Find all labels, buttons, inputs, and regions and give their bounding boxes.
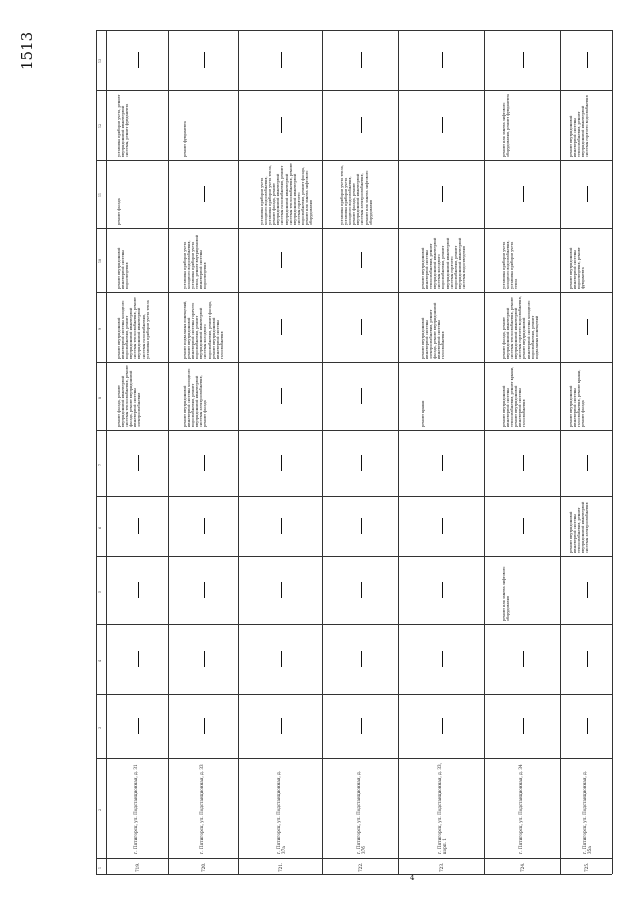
empty-cell-dash <box>204 651 205 667</box>
empty-cell-text <box>280 252 281 253</box>
empty-cell-dash <box>361 651 362 667</box>
row-address: г. Пятигорск, ул. Подстанционная, д. 33, корп. 1 <box>437 762 447 854</box>
cell-work-text: ремонт внутридомовой инженерной системы холодного водоснабжения, ремонт внутридомовой инженерной системы теплоснабжения, ремонт внутридомовой инженерной системы газоснабжения, установка приборов учета тепла <box>117 297 150 359</box>
empty-cell-text <box>360 319 361 320</box>
column-number-11: 11 <box>98 192 102 197</box>
table-vertical-rule <box>398 30 399 874</box>
empty-cell-text <box>586 651 587 652</box>
empty-cell-dash <box>523 518 524 534</box>
row-address: г. Пятигорск, ул. Подстанционная, д. 37а <box>276 770 286 854</box>
table-horizontal-rule <box>96 758 612 759</box>
table-vertical-rule <box>484 30 485 874</box>
table-vertical-rule <box>96 30 97 874</box>
empty-cell-text <box>441 651 442 652</box>
table-horizontal-rule <box>96 694 612 695</box>
table-horizontal-rule <box>96 160 612 161</box>
table-horizontal-rule <box>96 874 612 875</box>
empty-cell-text <box>441 518 442 519</box>
column-number-3: 3 <box>98 726 102 729</box>
column-number-2: 2 <box>98 808 102 811</box>
empty-cell-text <box>137 582 138 583</box>
empty-cell-dash <box>587 582 588 598</box>
empty-cell-dash <box>587 319 588 335</box>
empty-cell-dash <box>442 518 443 534</box>
table-vertical-rule <box>168 30 169 874</box>
row-number: 725. <box>584 862 589 872</box>
empty-cell-text <box>280 117 281 118</box>
empty-cell-text <box>203 186 204 187</box>
cell-work-text: установка приборов учета холодного водоснабжения, установка приборов учета тепла, ремонт внутридомовой инженерной системы водоотведения <box>183 234 208 289</box>
column-number-1: 1 <box>98 866 102 869</box>
empty-cell-text <box>360 651 361 652</box>
empty-cell-dash <box>281 718 282 734</box>
bottom-mark: 4 <box>410 874 415 882</box>
empty-cell-text <box>522 718 523 719</box>
empty-cell-dash <box>587 651 588 667</box>
empty-cell-text <box>137 455 138 456</box>
empty-cell-text <box>441 117 442 118</box>
cell-work-text: ремонт внутридомовой инженерной системы водоотведения, ремонт фундамента <box>569 247 586 289</box>
empty-cell-text <box>280 455 281 456</box>
column-number-6: 6 <box>98 526 102 529</box>
column-number-7: 7 <box>98 463 102 466</box>
empty-cell-dash <box>138 718 139 734</box>
cell-work-text: установка приборов учета тепла, установка приборов учета холодного водоснабжения, ремонт фасада, ремонт внутридомовой инженерной системы электроснабжения, ремонт или замена лифтового оборудования <box>340 165 373 225</box>
empty-cell-text <box>360 252 361 253</box>
empty-cell-dash <box>281 117 282 133</box>
cell-work-text: ремонт внутридомовой инженерной системы газоснабжения, ремонт крыши, ремонт фасада <box>569 369 586 427</box>
column-number-9: 9 <box>98 327 102 330</box>
empty-cell-dash <box>523 186 524 202</box>
table-horizontal-rule <box>96 430 612 431</box>
page-number-text: 1513 <box>18 31 36 70</box>
empty-cell-dash <box>281 252 282 268</box>
empty-cell-dash <box>442 186 443 202</box>
empty-cell-text <box>586 718 587 719</box>
cell-work-text: ремонт внутридомовой инженерной системы электроснабжения, ремонт фасада, ремонт внутридомовой инженерной системы газоснабжения <box>421 302 446 359</box>
empty-cell-dash <box>204 455 205 471</box>
empty-cell-dash <box>523 455 524 471</box>
column-number-10: 10 <box>98 258 102 263</box>
empty-cell-text <box>441 582 442 583</box>
column-number-13: 13 <box>98 58 102 63</box>
empty-cell-text <box>280 52 281 53</box>
empty-cell-dash <box>281 52 282 68</box>
cell-work-text: ремонт фасада, ремонт внутридомовой инженерной системы теплоснабжения, ремонт внутридомовой инженерной системы горячего водоснабжения, ремонт внутридомовой инженерной системы холодного водоснабжения, ремонт подвальных помещений <box>502 296 539 359</box>
empty-cell-dash <box>138 651 139 667</box>
row-number: 721. <box>278 862 283 872</box>
empty-cell-dash <box>204 582 205 598</box>
empty-cell-text <box>203 518 204 519</box>
empty-cell-dash <box>361 319 362 335</box>
cell-work-text: ремонт фундамента <box>183 121 187 157</box>
empty-cell-text <box>137 52 138 53</box>
empty-cell-text <box>280 651 281 652</box>
empty-cell-text <box>360 117 361 118</box>
cell-work-text: установка приборов учета холодного водоснабжения, установка приборов учета тепла, ремонт фасада, ремонт внутридомовой инженерной системы газоснабжения, ремонт внутридомовой инженерной системы теплоснабжения, ремонт внутридомовой инженерной системы горячего водоснабжения, ремонт фасада, ремонт или замена лифтового оборудования <box>260 163 314 225</box>
empty-cell-dash <box>281 651 282 667</box>
table-horizontal-rule <box>96 30 612 31</box>
empty-cell-dash <box>281 518 282 534</box>
empty-cell-text <box>522 186 523 187</box>
empty-cell-dash <box>523 651 524 667</box>
empty-cell-dash <box>523 718 524 734</box>
empty-cell-dash <box>138 518 139 534</box>
empty-cell-dash <box>442 52 443 68</box>
empty-cell-dash <box>138 582 139 598</box>
row-number: 724. <box>520 862 525 872</box>
empty-cell-text <box>441 718 442 719</box>
empty-cell-dash <box>204 718 205 734</box>
empty-cell-text <box>522 651 523 652</box>
cell-work-text: ремонт внутридомовой инженерной системы холодного водоснабжения, ремонт внутридомовой инженерной системы электроснабжения, ремонт фасада <box>183 368 208 427</box>
empty-cell-text <box>360 52 361 53</box>
table-horizontal-rule <box>96 556 612 557</box>
cell-work-text: ремонт крыши <box>421 400 425 427</box>
empty-cell-dash <box>204 186 205 202</box>
empty-cell-dash <box>442 582 443 598</box>
empty-cell-text <box>441 186 442 187</box>
cell-work-text: ремонт подвальных помещений, ремонт внутридомовой инженерной системы горячего водоснабжения, ремонт внутридомовой инженерной системы холодного водоснабжения, ремонт фасада, ремонт внутридомовой инженерной системы газоснабжения <box>183 300 224 359</box>
cell-work-text: ремонт внутридомовой инженерной системы теплоснабжения, ремонт внутридомовой инженерной системы холодного водоснабжения, ремонт внутридомовой инженерной системы горячего водоснабжения, ремонт внутридомовой инженерной системы водоотведения <box>421 237 466 289</box>
empty-cell-text <box>360 518 361 519</box>
empty-cell-text <box>586 186 587 187</box>
empty-cell-dash <box>587 455 588 471</box>
row-number: 720. <box>201 862 206 872</box>
empty-cell-text <box>522 518 523 519</box>
empty-cell-dash <box>442 455 443 471</box>
empty-cell-text <box>360 388 361 389</box>
empty-cell-dash <box>361 117 362 133</box>
empty-cell-dash <box>587 52 588 68</box>
cell-work-text: ремонт или замена лифтового оборудования <box>502 566 511 621</box>
empty-cell-text <box>360 455 361 456</box>
empty-cell-text <box>203 651 204 652</box>
empty-cell-text <box>137 651 138 652</box>
empty-cell-dash <box>204 52 205 68</box>
empty-cell-dash <box>442 718 443 734</box>
cell-work-text: установка приборов учета, ремонт внутридомовой инженерной системы, ремонт фундамента <box>117 94 130 157</box>
empty-cell-text <box>203 718 204 719</box>
row-address: г. Пятигорск, ул. Подстанционная, д. 35а <box>582 770 592 854</box>
empty-cell-text <box>137 518 138 519</box>
table-vertical-rule <box>106 30 107 874</box>
empty-cell-dash <box>442 117 443 133</box>
table-vertical-rule <box>322 30 323 874</box>
empty-cell-dash <box>361 52 362 68</box>
column-number-4: 4 <box>98 659 102 662</box>
column-number-8: 8 <box>98 396 102 399</box>
empty-cell-text <box>280 582 281 583</box>
empty-cell-dash <box>281 582 282 598</box>
cell-work-text: ремонт фасада <box>117 198 121 225</box>
empty-cell-dash <box>281 455 282 471</box>
table-horizontal-rule <box>96 858 612 859</box>
empty-cell-text <box>203 582 204 583</box>
empty-cell-dash <box>204 518 205 534</box>
empty-cell-dash <box>587 186 588 202</box>
empty-cell-text <box>586 52 587 53</box>
row-address: г. Пятигорск, ул. Подстанционная, д. 33 <box>199 764 204 854</box>
empty-cell-text <box>360 718 361 719</box>
cell-work-text: ремонт внутридомовой инженерной системы теплоснабжения, ремонт крыши, ремонт внутридомовой инженерной системы газоснабжения <box>502 366 527 427</box>
empty-cell-text <box>522 455 523 456</box>
table-vertical-rule <box>560 30 561 874</box>
empty-cell-dash <box>361 518 362 534</box>
empty-cell-text <box>522 52 523 53</box>
empty-cell-dash <box>138 52 139 68</box>
cell-work-text: ремонт внутридомовой инженерной системы теплоснабжения, ремонт внутридомовой инженерной системы электроснабжения <box>569 501 590 553</box>
table-horizontal-rule <box>96 496 612 497</box>
cell-work-text: ремонт внутридомовой инженерной системы теплоснабжения, ремонт внутридомовой инженерной системы горячего водоснабжения <box>569 95 590 157</box>
empty-cell-text <box>360 582 361 583</box>
empty-cell-dash <box>361 252 362 268</box>
table-horizontal-rule <box>96 624 612 625</box>
empty-cell-text <box>586 319 587 320</box>
row-address: г. Пятигорск, ул. Подстанционная, д. 34 <box>518 764 523 854</box>
empty-cell-text <box>280 388 281 389</box>
empty-cell-dash <box>361 582 362 598</box>
empty-cell-dash <box>281 388 282 404</box>
empty-cell-text <box>280 319 281 320</box>
empty-cell-dash <box>281 319 282 335</box>
table-horizontal-rule <box>96 228 612 229</box>
row-number: 723. <box>439 862 444 872</box>
empty-cell-text <box>586 582 587 583</box>
cell-work-text: ремонт или замена лифтового оборудования, ремонт фундамента <box>502 93 511 157</box>
row-number: 722. <box>358 862 363 872</box>
empty-cell-dash <box>361 388 362 404</box>
empty-cell-text <box>203 52 204 53</box>
table-vertical-rule <box>238 30 239 874</box>
empty-cell-text <box>280 718 281 719</box>
empty-cell-text <box>280 518 281 519</box>
empty-cell-dash <box>361 455 362 471</box>
empty-cell-dash <box>523 52 524 68</box>
empty-cell-dash <box>442 651 443 667</box>
cell-work-text: установка приборов учета холодного водоснабжения, установка приборов учета тепла <box>502 240 519 289</box>
empty-cell-dash <box>138 455 139 471</box>
column-number-5: 5 <box>98 590 102 593</box>
table-horizontal-rule <box>96 292 612 293</box>
empty-cell-text <box>137 718 138 719</box>
row-address: г. Пятигорск, ул. Подстанционная, д. 31 <box>133 764 138 854</box>
table-horizontal-rule <box>96 90 612 91</box>
table-vertical-rule <box>612 30 613 874</box>
empty-cell-text <box>441 455 442 456</box>
cell-work-text: ремонт внутридомовой инженерной системы водоотведения <box>117 247 130 289</box>
row-number: 719. <box>135 862 140 872</box>
column-number-12: 12 <box>98 123 102 128</box>
empty-cell-text <box>441 52 442 53</box>
row-address: г. Пятигорск, ул. Подстанционная, д. 37б <box>356 770 366 854</box>
empty-cell-dash <box>587 718 588 734</box>
empty-cell-dash <box>361 718 362 734</box>
cell-work-text: ремонт фасада, ремонт внутридомовой инженерной системы теплоснабжения, ремонт фасада, ремонт внутридомовой инженерной системы электроснабжения <box>117 365 142 427</box>
empty-cell-text <box>586 455 587 456</box>
empty-cell-text <box>203 455 204 456</box>
table-horizontal-rule <box>96 362 612 363</box>
